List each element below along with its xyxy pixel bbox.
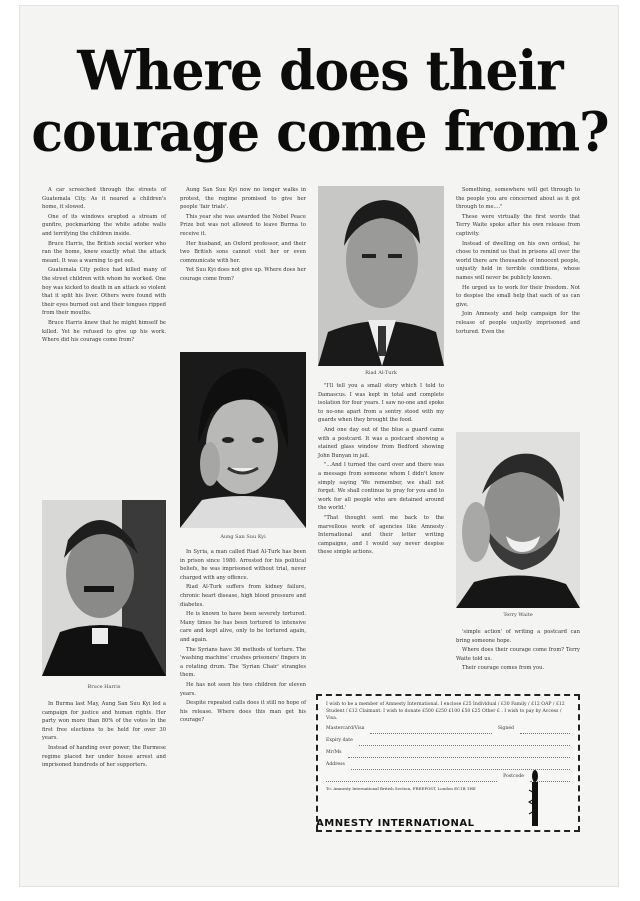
expiry-label: Expiry date: [326, 738, 353, 743]
column-4-text: [456, 186, 580, 337]
c3-paragraph: "...And I turned the card over and there was a message from someone whom I didn't know simply saying 'We remember, we shall not forget. We shall continue to pray for you and to work for all people who are detained around the world.': [318, 462, 444, 512]
caption-riad-al-turk: Riad Al-Turk: [365, 370, 397, 376]
c2b-paragraph: He is known to have been severely tortured. Many times he has been tortured to intensive care and kept alive, only to be tortured again, and again.: [180, 611, 306, 643]
c3-paragraph: "I'll tell you a small story which I told to Damascus. I was kept in total and complete isolation for four years. I saw no-one and spoke to no-one apart from a sentry stood with my guards when they brought the food.: [318, 383, 444, 424]
address-field-2[interactable]: [326, 774, 497, 782]
c4-paragraph: Join Amnesty and help campaign for the release of people unjustly imprisoned and tortured. Even the: [456, 311, 580, 335]
column-2-text: [180, 186, 306, 285]
c4-paragraph: Instead of dwelling on his own ordeal, he chose to remind us that in prisons all over the world there are thousands of innocent people, unjustly held in terrible conditions, whose names will never be publicly known.: [456, 240, 580, 281]
c1-paragraph: A car screeched through the streets of Guatemala City. As it neared a children's home, it slowed.: [42, 187, 166, 211]
c1b-paragraph: Instead of handing over power, the Burmese regime placed her under house arrest and imprisoned hundreds of her supporters.: [42, 744, 166, 769]
amnesty-logo-text: AMNESTY INTERNATIONAL: [316, 818, 475, 829]
name-field[interactable]: [348, 750, 570, 758]
column-3-text: [318, 382, 444, 558]
caption-terry-waite: Terry Waite: [503, 612, 533, 618]
column-1-bottom-text: [42, 700, 166, 771]
c2-paragraph: Yet Suu Kyi does not give up. Where does her courage come from?: [180, 267, 306, 282]
c4-paragraph: Something, somewhere will get through to the people you are concerned about as it got through to me....": [456, 187, 580, 211]
coupon-intro: I wish to be a member of Amnesty International. I enclose £25 Individual / £30 Family / £12 OAP / £12 Student / £12 Claimant. I wish to donate £500 £250 £100 £50 £25 Other £ . I wish to pay by Access / Visa.: [326, 702, 565, 721]
c2b-paragraph: In Syria, a man called Riad Al-Turk has been in prison since 1980. Arrested for his political beliefs, he was imprisoned without trial, never charged with any offence.: [180, 549, 306, 581]
c1-paragraph: Bruce Harris, the British social worker who ran the home, knew exactly what the attack meant. It was a warning to get out.: [42, 240, 166, 264]
column-1-text: [42, 186, 166, 346]
c2b-paragraph: Despite repeated calls does it still no hope of his release. Where does this man get his courage?: [180, 700, 306, 724]
column-2-bottom-text: [180, 548, 306, 726]
c4-paragraph: He urged us to work for their freedom. Not to despise the small help that each of us can give.: [456, 284, 580, 308]
c1b-paragraph: In Burma last May, Aung San Suu Kyi led a campaign for justice and human rights. Her party won more than 80% of the votes in the first free elections to be held for over 30 years.: [42, 701, 166, 742]
caption-aung-san-suu-kyi: Aung San Suu Kyi: [220, 534, 266, 540]
c2-paragraph: This year she was awarded the Nobel Peace Prize but was not allowed to leave Burma to receive it.: [180, 213, 306, 237]
aung-san-suu-kyi-photo: [180, 352, 306, 528]
expiry-field[interactable]: [359, 738, 570, 746]
c1-paragraph: Guatemala City police had killed many of the street children with whom he worked. One boy was kicked to death in an attack so violent that it split his liver. Others were found with their eyes burned out and their tongues ripped from their mouths.: [42, 267, 166, 317]
c3-paragraph: "That thought sent me back to the marvellous work of agencies like Amnesty International and their letter writing campaigns, and I would say never despise these simple actions.: [318, 514, 444, 556]
c1-paragraph: One of its windows erupted a stream of gunfire, pockmarking the white adobe walls and terrifying the children inside.: [42, 213, 166, 237]
name-label: Mr/Ms: [326, 750, 342, 755]
c4b-paragraph: 'simple action' of writing a postcard can bring someone hope.: [456, 629, 580, 644]
headline: Where does their courage come from?: [31, 39, 609, 164]
card-number-field[interactable]: [370, 726, 491, 734]
coupon-footer: To: Amnesty International British Section, FREEPOST, London EC1B 1HE: [326, 786, 476, 791]
c4-paragraph: These were virtually the first words that Terry Waite spoke after his own release from captivity.: [456, 213, 580, 237]
c2b-paragraph: He has not seen his two children for eleven years.: [180, 681, 306, 697]
c2-paragraph: Her husband, an Oxford professor, and their two British sons cannot visit her or even communicate with her.: [180, 240, 306, 264]
signed-label: Signed: [497, 726, 514, 731]
bruce-harris-photo: [42, 500, 166, 676]
c4b-paragraph: Their courage comes from you.: [462, 665, 545, 672]
card-label: Mastercard/Visa: [326, 726, 365, 731]
column-4-bottom-text: [456, 628, 580, 674]
c2b-paragraph: The Syrians have 36 methods of torture. The 'washing machine' crushes prisoners' fingers in a rotating drum. The 'Syrian Chair' strangles them.: [180, 646, 306, 679]
c1-paragraph: Bruce Harris knew that he might himself be killed. Yet he refused to give up his work. Where did his courage come from?: [42, 319, 166, 344]
c2-paragraph: Aung San Suu Kyi now no longer walks in protest, the regime promised to give her people 'fair trials'.: [180, 187, 306, 211]
c3-paragraph: And one day out of the blue a guard came with a postcard. It was a postcard showing a stained glass window from Bedford showing John Bunyan in jail.: [318, 426, 444, 459]
c4b-paragraph: Where does their courage come from? Terry Waite told us.: [456, 647, 580, 662]
c2b-paragraph: Riad Al-Turk suffers from kidney failure, chronic heart disease, high blood pressure and diabetes.: [180, 584, 306, 608]
address-field[interactable]: [351, 762, 570, 770]
terry-waite-photo: [456, 432, 580, 608]
amnesty-candle-icon: [528, 770, 542, 830]
address-label: Address: [326, 762, 345, 767]
caption-bruce-harris: Bruce Harris: [87, 684, 121, 690]
riad-al-turk-photo: [318, 186, 444, 366]
signature-field[interactable]: [520, 726, 570, 734]
postcode-label: Postcode: [503, 774, 524, 779]
